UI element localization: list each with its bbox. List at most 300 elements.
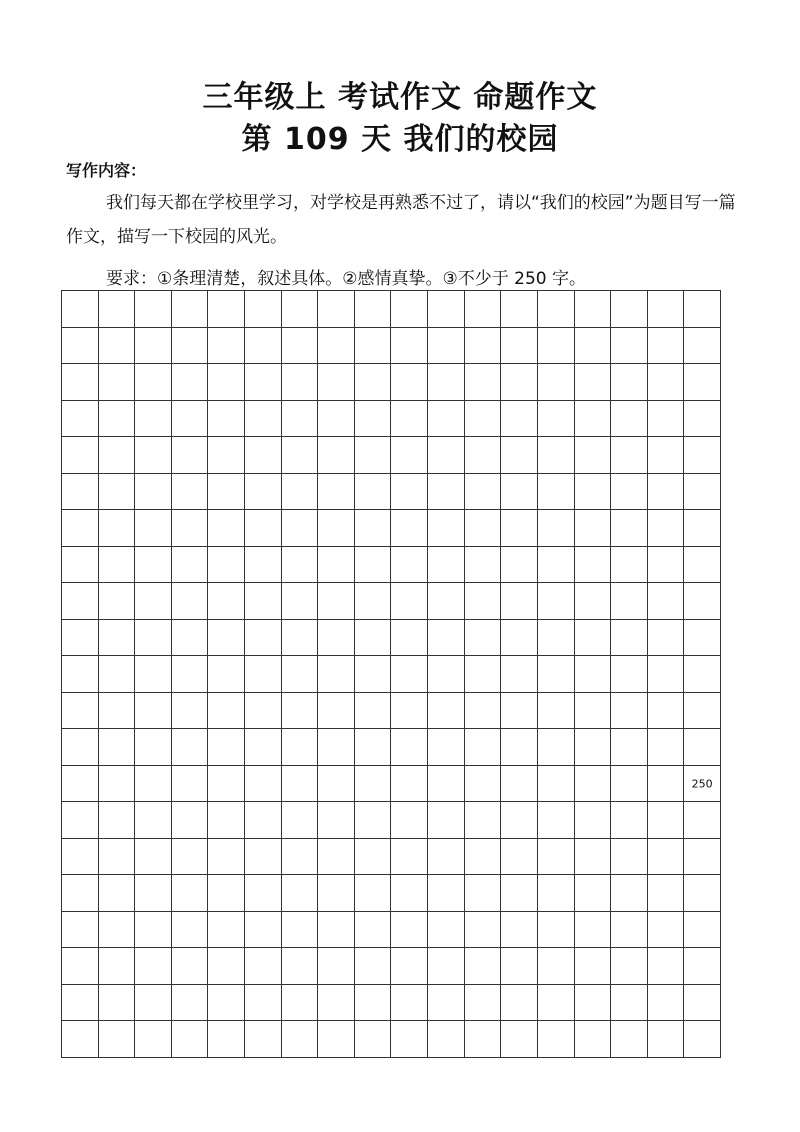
grid-cell[interactable] (391, 985, 428, 1022)
grid-cell[interactable] (501, 875, 538, 912)
grid-cell[interactable] (245, 693, 282, 730)
grid-cell[interactable] (99, 766, 136, 803)
grid-cell[interactable] (538, 1021, 575, 1058)
grid-cell[interactable] (172, 875, 209, 912)
grid-cell[interactable] (575, 693, 612, 730)
grid-cell[interactable] (684, 729, 721, 766)
grid-cell[interactable] (172, 802, 209, 839)
grid-cell[interactable] (62, 291, 99, 328)
grid-cell[interactable] (135, 583, 172, 620)
grid-cell[interactable] (172, 693, 209, 730)
grid-cell[interactable] (391, 364, 428, 401)
grid-cell[interactable] (318, 948, 355, 985)
grid-cell[interactable] (99, 401, 136, 438)
grid-cell[interactable] (62, 401, 99, 438)
grid-cell[interactable] (135, 401, 172, 438)
grid-cell[interactable] (62, 328, 99, 365)
grid-cell[interactable] (575, 985, 612, 1022)
grid-cell[interactable] (99, 839, 136, 876)
grid-cell[interactable] (611, 364, 648, 401)
grid-cell[interactable] (245, 912, 282, 949)
grid-cell[interactable] (684, 1021, 721, 1058)
grid-cell[interactable] (355, 583, 392, 620)
grid-cell[interactable] (538, 474, 575, 511)
grid-cell[interactable] (391, 948, 428, 985)
grid-cell[interactable] (391, 875, 428, 912)
grid-cell[interactable] (282, 401, 319, 438)
grid-cell[interactable] (355, 839, 392, 876)
grid-cell[interactable] (391, 474, 428, 511)
grid-cell[interactable] (465, 510, 502, 547)
grid-cell[interactable] (575, 1021, 612, 1058)
grid-cell[interactable] (208, 474, 245, 511)
grid-cell[interactable] (611, 401, 648, 438)
grid-cell[interactable] (538, 547, 575, 584)
grid-cell[interactable] (391, 656, 428, 693)
grid-cell[interactable] (428, 1021, 465, 1058)
grid-cell[interactable] (501, 766, 538, 803)
grid-cell[interactable] (208, 291, 245, 328)
grid-cell[interactable] (208, 547, 245, 584)
grid-cell[interactable] (62, 839, 99, 876)
grid-cell[interactable] (318, 729, 355, 766)
grid-cell[interactable] (684, 291, 721, 328)
grid-cell[interactable] (355, 510, 392, 547)
grid-cell[interactable] (684, 328, 721, 365)
grid-cell[interactable] (318, 875, 355, 912)
grid-cell[interactable] (318, 437, 355, 474)
grid-cell[interactable] (684, 656, 721, 693)
grid-cell[interactable] (648, 948, 685, 985)
grid-cell[interactable] (428, 437, 465, 474)
grid-cell[interactable] (282, 948, 319, 985)
grid-cell[interactable] (538, 875, 575, 912)
grid-cell[interactable] (465, 875, 502, 912)
grid-cell[interactable] (355, 1021, 392, 1058)
grid-cell[interactable] (62, 547, 99, 584)
grid-cell[interactable] (465, 328, 502, 365)
grid-cell[interactable] (282, 729, 319, 766)
grid-cell[interactable] (135, 802, 172, 839)
grid-cell[interactable] (575, 510, 612, 547)
grid-cell[interactable] (391, 620, 428, 657)
grid-cell[interactable] (318, 364, 355, 401)
grid-cell[interactable] (318, 912, 355, 949)
grid-cell[interactable] (135, 985, 172, 1022)
grid-cell[interactable] (648, 656, 685, 693)
grid-cell[interactable] (611, 656, 648, 693)
grid-cell[interactable] (208, 328, 245, 365)
grid-cell[interactable] (611, 875, 648, 912)
grid-cell[interactable] (501, 620, 538, 657)
grid-cell[interactable] (428, 547, 465, 584)
grid-cell[interactable] (245, 474, 282, 511)
grid-cell[interactable] (172, 839, 209, 876)
grid-cell[interactable] (501, 474, 538, 511)
grid-cell[interactable] (428, 985, 465, 1022)
grid-cell[interactable] (684, 547, 721, 584)
grid-cell[interactable] (465, 437, 502, 474)
grid-cell[interactable] (575, 547, 612, 584)
grid-cell[interactable] (501, 839, 538, 876)
grid-cell[interactable] (355, 948, 392, 985)
grid-cell[interactable] (245, 802, 282, 839)
grid-cell[interactable] (465, 291, 502, 328)
grid-cell[interactable] (99, 547, 136, 584)
grid-cell[interactable] (245, 1021, 282, 1058)
grid-cell[interactable] (428, 948, 465, 985)
grid-cell[interactable] (208, 839, 245, 876)
grid-cell[interactable] (428, 291, 465, 328)
grid-cell[interactable] (465, 693, 502, 730)
grid-cell[interactable] (172, 583, 209, 620)
grid-cell[interactable] (208, 766, 245, 803)
grid-cell[interactable] (282, 364, 319, 401)
grid-cell[interactable] (355, 985, 392, 1022)
grid-cell[interactable] (538, 729, 575, 766)
grid-cell[interactable] (648, 729, 685, 766)
grid-cell[interactable] (172, 547, 209, 584)
grid-cell[interactable] (611, 729, 648, 766)
grid-cell[interactable] (428, 875, 465, 912)
grid-cell[interactable] (135, 948, 172, 985)
grid-cell[interactable] (501, 401, 538, 438)
grid-cell[interactable] (282, 1021, 319, 1058)
grid-cell[interactable] (648, 583, 685, 620)
grid-cell[interactable] (62, 474, 99, 511)
grid-cell[interactable] (648, 693, 685, 730)
grid-cell[interactable] (648, 912, 685, 949)
grid-cell[interactable] (318, 766, 355, 803)
grid-cell[interactable] (282, 510, 319, 547)
grid-cell[interactable] (575, 729, 612, 766)
grid-cell[interactable] (245, 401, 282, 438)
grid-cell[interactable] (428, 766, 465, 803)
grid-cell[interactable] (684, 620, 721, 657)
grid-cell[interactable] (135, 912, 172, 949)
grid-cell[interactable] (245, 729, 282, 766)
grid-cell[interactable] (648, 766, 685, 803)
grid-cell[interactable] (172, 729, 209, 766)
grid-cell[interactable] (282, 985, 319, 1022)
grid-cell[interactable] (465, 364, 502, 401)
grid-cell[interactable] (62, 510, 99, 547)
grid-cell[interactable] (245, 656, 282, 693)
grid-cell[interactable] (501, 912, 538, 949)
grid-cell[interactable] (575, 948, 612, 985)
grid-cell[interactable] (208, 912, 245, 949)
grid-cell[interactable] (611, 912, 648, 949)
grid-cell[interactable] (538, 328, 575, 365)
grid-cell[interactable] (611, 693, 648, 730)
grid-cell[interactable] (135, 291, 172, 328)
grid-cell[interactable] (245, 364, 282, 401)
grid-cell[interactable] (575, 291, 612, 328)
grid-cell[interactable] (135, 474, 172, 511)
grid-cell[interactable] (538, 510, 575, 547)
grid-cell[interactable] (245, 948, 282, 985)
grid-cell[interactable] (428, 693, 465, 730)
grid-cell[interactable] (99, 693, 136, 730)
grid-cell[interactable] (172, 401, 209, 438)
grid-cell[interactable] (282, 291, 319, 328)
grid-cell[interactable] (684, 948, 721, 985)
grid-cell[interactable] (648, 875, 685, 912)
grid-cell[interactable] (208, 1021, 245, 1058)
grid-cell[interactable] (282, 474, 319, 511)
grid-cell[interactable] (428, 510, 465, 547)
grid-cell[interactable] (575, 875, 612, 912)
grid-cell[interactable] (575, 474, 612, 511)
grid-cell[interactable] (428, 328, 465, 365)
grid-cell[interactable] (135, 328, 172, 365)
grid-cell[interactable] (611, 766, 648, 803)
grid-cell[interactable] (99, 364, 136, 401)
grid-cell[interactable] (282, 583, 319, 620)
grid-cell[interactable] (135, 620, 172, 657)
grid-cell[interactable] (428, 620, 465, 657)
grid-cell[interactable] (391, 766, 428, 803)
grid-cell[interactable] (391, 291, 428, 328)
grid-cell[interactable] (391, 693, 428, 730)
grid-cell[interactable] (245, 510, 282, 547)
grid-cell[interactable] (538, 693, 575, 730)
grid-cell[interactable] (611, 328, 648, 365)
grid-cell[interactable] (282, 912, 319, 949)
grid-cell[interactable] (172, 328, 209, 365)
grid-cell[interactable] (575, 364, 612, 401)
grid-cell[interactable] (391, 729, 428, 766)
grid-cell[interactable] (355, 364, 392, 401)
grid-cell[interactable] (501, 364, 538, 401)
grid-cell[interactable] (282, 693, 319, 730)
grid-cell[interactable] (172, 364, 209, 401)
grid-cell[interactable] (62, 364, 99, 401)
grid-cell[interactable] (99, 474, 136, 511)
grid-cell[interactable] (282, 656, 319, 693)
grid-cell[interactable] (208, 729, 245, 766)
grid-cell[interactable] (611, 437, 648, 474)
grid-cell[interactable] (611, 839, 648, 876)
grid-cell[interactable] (62, 912, 99, 949)
grid-cell[interactable] (575, 912, 612, 949)
grid-cell[interactable] (465, 1021, 502, 1058)
grid-cell[interactable] (538, 437, 575, 474)
grid-cell[interactable] (245, 766, 282, 803)
grid-cell[interactable] (391, 912, 428, 949)
grid-cell[interactable] (355, 693, 392, 730)
grid-cell[interactable] (318, 1021, 355, 1058)
grid-cell[interactable] (172, 620, 209, 657)
grid-cell[interactable] (62, 693, 99, 730)
grid-cell[interactable] (684, 474, 721, 511)
grid-cell[interactable] (501, 547, 538, 584)
grid-cell[interactable] (465, 620, 502, 657)
grid-cell[interactable] (318, 802, 355, 839)
grid-cell[interactable] (501, 291, 538, 328)
grid-cell[interactable] (355, 766, 392, 803)
grid-cell[interactable] (62, 1021, 99, 1058)
grid-cell[interactable] (538, 620, 575, 657)
grid-cell[interactable] (684, 875, 721, 912)
grid-cell[interactable] (99, 620, 136, 657)
grid-cell[interactable] (99, 1021, 136, 1058)
grid-cell[interactable] (245, 328, 282, 365)
grid-cell[interactable] (318, 985, 355, 1022)
grid-cell[interactable] (355, 656, 392, 693)
grid-cell[interactable] (135, 766, 172, 803)
grid-cell[interactable] (62, 875, 99, 912)
grid-cell[interactable] (135, 693, 172, 730)
grid-cell[interactable] (208, 693, 245, 730)
grid-cell[interactable] (208, 802, 245, 839)
grid-cell[interactable] (648, 620, 685, 657)
grid-cell[interactable] (282, 875, 319, 912)
grid-cell[interactable] (611, 948, 648, 985)
grid-cell[interactable] (501, 437, 538, 474)
grid-cell[interactable] (538, 291, 575, 328)
grid-cell[interactable] (575, 437, 612, 474)
grid-cell[interactable] (355, 912, 392, 949)
grid-cell[interactable] (391, 1021, 428, 1058)
grid-cell[interactable] (538, 766, 575, 803)
grid-cell[interactable] (355, 474, 392, 511)
grid-cell[interactable] (611, 474, 648, 511)
grid-cell[interactable] (99, 510, 136, 547)
grid-cell[interactable] (428, 583, 465, 620)
grid-cell[interactable] (282, 839, 319, 876)
grid-cell[interactable] (282, 437, 319, 474)
grid-cell[interactable] (501, 729, 538, 766)
grid-cell[interactable] (208, 985, 245, 1022)
grid-cell[interactable] (318, 693, 355, 730)
grid-cell[interactable] (575, 656, 612, 693)
grid-cell[interactable] (428, 656, 465, 693)
grid-cell[interactable] (611, 1021, 648, 1058)
grid-cell[interactable] (611, 802, 648, 839)
grid-cell[interactable] (282, 547, 319, 584)
grid-cell[interactable] (355, 328, 392, 365)
grid-cell[interactable] (135, 364, 172, 401)
grid-cell[interactable] (62, 620, 99, 657)
grid-cell[interactable] (135, 510, 172, 547)
grid-cell[interactable] (611, 985, 648, 1022)
grid-cell[interactable] (282, 328, 319, 365)
grid-cell[interactable] (391, 437, 428, 474)
grid-cell[interactable] (62, 802, 99, 839)
grid-cell[interactable] (318, 474, 355, 511)
grid-cell[interactable] (245, 291, 282, 328)
grid-cell[interactable] (318, 583, 355, 620)
grid-cell[interactable] (465, 729, 502, 766)
grid-cell[interactable] (391, 328, 428, 365)
grid-cell[interactable] (245, 620, 282, 657)
grid-cell[interactable] (135, 1021, 172, 1058)
grid-cell[interactable] (99, 656, 136, 693)
grid-cell[interactable] (208, 948, 245, 985)
grid-cell[interactable] (465, 474, 502, 511)
grid-cell[interactable] (648, 510, 685, 547)
grid-cell[interactable] (684, 693, 721, 730)
grid-cell[interactable] (501, 985, 538, 1022)
grid-cell[interactable] (648, 364, 685, 401)
grid-cell[interactable] (135, 729, 172, 766)
grid-cell[interactable] (428, 401, 465, 438)
grid-cell[interactable] (208, 437, 245, 474)
grid-cell[interactable] (208, 656, 245, 693)
grid-cell[interactable] (355, 547, 392, 584)
grid-cell[interactable] (611, 620, 648, 657)
grid-cell[interactable] (391, 510, 428, 547)
grid-cell[interactable] (501, 948, 538, 985)
grid-cell[interactable] (465, 583, 502, 620)
grid-cell[interactable] (648, 1021, 685, 1058)
grid-cell[interactable] (318, 328, 355, 365)
grid-cell[interactable] (208, 510, 245, 547)
grid-cell[interactable] (428, 474, 465, 511)
grid-cell[interactable] (391, 583, 428, 620)
grid-cell[interactable] (465, 948, 502, 985)
grid-cell[interactable] (245, 547, 282, 584)
grid-cell[interactable] (648, 291, 685, 328)
grid-cell[interactable] (318, 620, 355, 657)
grid-cell[interactable] (172, 766, 209, 803)
grid-cell[interactable] (684, 583, 721, 620)
grid-cell[interactable] (135, 839, 172, 876)
grid-cell[interactable] (538, 583, 575, 620)
grid-cell[interactable] (172, 510, 209, 547)
grid-cell[interactable] (648, 985, 685, 1022)
grid-cell[interactable] (501, 1021, 538, 1058)
grid-cell[interactable] (99, 985, 136, 1022)
grid-cell[interactable] (575, 802, 612, 839)
grid-cell[interactable] (62, 656, 99, 693)
grid-cell[interactable] (99, 583, 136, 620)
grid-cell[interactable] (611, 583, 648, 620)
grid-cell[interactable] (62, 766, 99, 803)
grid-cell[interactable] (538, 656, 575, 693)
grid-cell[interactable] (172, 948, 209, 985)
grid-cell[interactable] (648, 839, 685, 876)
grid-cell[interactable] (318, 401, 355, 438)
grid-cell[interactable] (172, 985, 209, 1022)
grid-cell[interactable] (648, 474, 685, 511)
grid-cell[interactable] (684, 839, 721, 876)
grid-cell[interactable] (501, 328, 538, 365)
grid-cell[interactable] (684, 437, 721, 474)
grid-cell[interactable] (355, 437, 392, 474)
grid-cell[interactable] (501, 693, 538, 730)
grid-cell[interactable] (172, 437, 209, 474)
grid-cell[interactable] (245, 437, 282, 474)
grid-cell[interactable] (245, 583, 282, 620)
grid-cell[interactable] (99, 948, 136, 985)
grid-cell[interactable] (648, 802, 685, 839)
grid-cell[interactable] (318, 291, 355, 328)
grid-cell[interactable] (62, 985, 99, 1022)
grid-cell[interactable] (355, 401, 392, 438)
grid-cell[interactable] (172, 1021, 209, 1058)
grid-cell[interactable] (135, 547, 172, 584)
grid-cell[interactable] (611, 510, 648, 547)
grid-cell[interactable] (465, 802, 502, 839)
grid-cell[interactable] (648, 401, 685, 438)
grid-cell[interactable] (538, 401, 575, 438)
grid-cell[interactable] (428, 802, 465, 839)
grid-cell[interactable] (99, 291, 136, 328)
grid-cell[interactable] (99, 875, 136, 912)
grid-cell[interactable] (208, 583, 245, 620)
